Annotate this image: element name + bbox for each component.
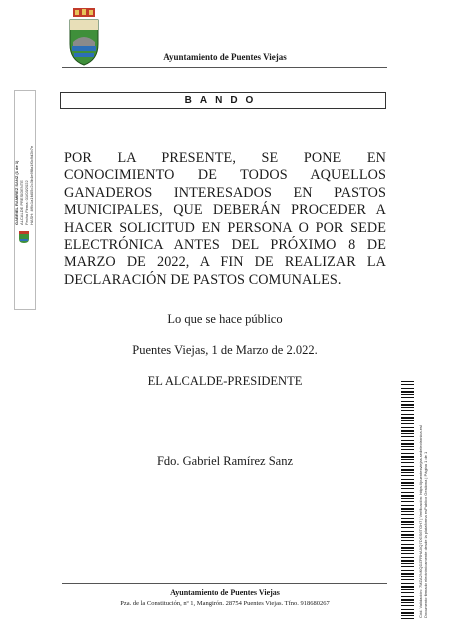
barcode-bar	[401, 469, 414, 471]
barcode-bar	[401, 417, 414, 419]
barcode-bar	[401, 401, 414, 402]
barcode-bar	[401, 485, 414, 486]
footer-address: Pza. de la Constitución, nº 1, Mangirón. 28754 Puentes Viejas. Tfno. 918680267	[120, 600, 330, 607]
barcode-bar	[401, 384, 414, 385]
barcode-bar	[401, 508, 414, 510]
stamp-line: Fecha Firma: 01/03/2022	[24, 180, 29, 225]
barcode-bar	[401, 579, 414, 580]
barcode-bar	[401, 505, 414, 506]
barcode-bar	[401, 615, 414, 616]
barcode-bar	[401, 462, 414, 463]
barcode-bar	[401, 472, 414, 473]
barcode-bar	[401, 459, 414, 460]
barcode-bar	[401, 475, 414, 476]
barcode-bar	[401, 544, 414, 545]
stamp-line: GABRIEL RAMIREZ SANZ (1 de 1)	[14, 160, 19, 225]
barcode-bar	[401, 433, 414, 434]
barcode-bar	[401, 566, 414, 567]
barcode-bar	[401, 495, 414, 497]
barcode-bar	[401, 414, 414, 415]
barcode-bar	[401, 537, 414, 538]
barcode-bar	[401, 518, 414, 519]
barcode-bar	[401, 436, 414, 437]
bando-title: BANDO	[60, 92, 386, 109]
barcode-bar	[401, 407, 414, 408]
verification-text	[418, 425, 428, 618]
barcode-bar	[401, 427, 414, 428]
barcode-bar	[401, 511, 414, 512]
barcode-bar	[401, 599, 414, 601]
barcode-bar	[401, 527, 414, 528]
barcode-bar	[401, 466, 414, 467]
header-divider	[62, 67, 387, 68]
barcode-bar	[401, 498, 414, 499]
barcode-bar	[401, 550, 414, 551]
barcode-icon	[401, 381, 414, 619]
barcode-bar	[401, 602, 414, 603]
barcode-bar	[401, 521, 414, 523]
barcode-bar	[401, 540, 414, 541]
barcode-bar	[401, 576, 414, 577]
verification-line: Cód. Validación: 7MZA2NKQDZFRHAXQ7DGS6TGH7 | Verificación: https://puentesviejas.sedelectronica.es/	[418, 424, 423, 618]
header-organization: Ayuntamiento de Puentes Viejas	[163, 52, 287, 62]
signatory-title: EL ALCALDE-PRESIDENTE	[147, 374, 303, 388]
footer-divider	[62, 583, 387, 584]
barcode-bar	[401, 397, 414, 398]
barcode-bar	[401, 394, 414, 395]
public-notice-line: Lo que se hace público	[167, 312, 283, 326]
barcode-bar	[401, 563, 414, 564]
barcode-bar	[401, 501, 414, 502]
barcode-bar	[401, 446, 414, 447]
barcode-bar	[401, 547, 414, 549]
barcode-bar	[401, 492, 414, 493]
barcode-bar	[401, 612, 414, 614]
barcode-bar	[401, 557, 414, 558]
barcode-bar	[401, 482, 414, 484]
barcode-bar	[401, 453, 414, 454]
barcode-bar	[401, 456, 414, 458]
barcode-bar	[401, 560, 414, 562]
barcode-bar	[401, 524, 414, 525]
signatory-name: Fdo. Gabriel Ramírez Sanz	[156, 454, 294, 468]
footer-organization: Ayuntamiento de Puentes Viejas	[170, 588, 280, 597]
barcode-bar	[401, 586, 414, 588]
barcode-bar	[401, 618, 414, 619]
barcode-bar	[401, 449, 414, 450]
verification-line: Documento firmado electrónicamente desde la plataforma esPublico Gestiona | Página 1 de 1	[423, 451, 428, 618]
stamp-line: ALCALDE PRESIDENTE	[19, 180, 24, 225]
barcode-bar	[401, 488, 414, 489]
coat-of-arms-icon	[67, 8, 101, 66]
date-line: Puentes Viejas, 1 de Marzo de 2.022.	[132, 343, 318, 357]
barcode-bar	[401, 589, 414, 590]
barcode-bar	[401, 440, 414, 441]
barcode-bar	[401, 583, 414, 584]
barcode-bar	[401, 605, 414, 606]
signature-stamp-text	[14, 146, 34, 225]
barcode-bar	[401, 404, 414, 406]
barcode-bar	[401, 391, 414, 393]
barcode-bar	[401, 388, 414, 389]
stamp-line: HASH: 4f6c1a1fd05c2c3b4e6f8a1f0c9d2b7e	[29, 145, 34, 225]
barcode-bar	[401, 410, 414, 411]
barcode-bar	[401, 596, 414, 597]
barcode-bar	[401, 423, 414, 424]
barcode-bar	[401, 592, 414, 593]
barcode-bar	[401, 430, 414, 432]
barcode-bar	[401, 570, 414, 571]
stamp-logo-icon	[17, 230, 31, 244]
barcode-bar	[401, 443, 414, 445]
barcode-bar	[401, 531, 414, 532]
barcode-bar	[401, 534, 414, 536]
barcode-bar	[401, 514, 414, 515]
barcode-bar	[401, 381, 414, 382]
barcode-bar	[401, 420, 414, 421]
barcode-bar	[401, 609, 414, 610]
barcode-bar	[401, 553, 414, 554]
barcode-bar	[401, 573, 414, 575]
announcement-body: POR LA PRESENTE, SE PONE EN CONOCIMIENTO DE TODOS AQUELLOS GANADEROS INTERESADOS EN PASTOS MUNICIPALES, QUE DEBERÁN PROCEDER A HACER SOLICITUD EN PERSONA O POR SEDE ELECTRÓNICA ANTES DEL PRÓXIMO 8 DE MARZO DE 2022, A FIN DE REALIZAR LA DECLARACIÓN DE PASTOS COMUNALES.	[64, 150, 386, 288]
barcode-bar	[401, 479, 414, 480]
